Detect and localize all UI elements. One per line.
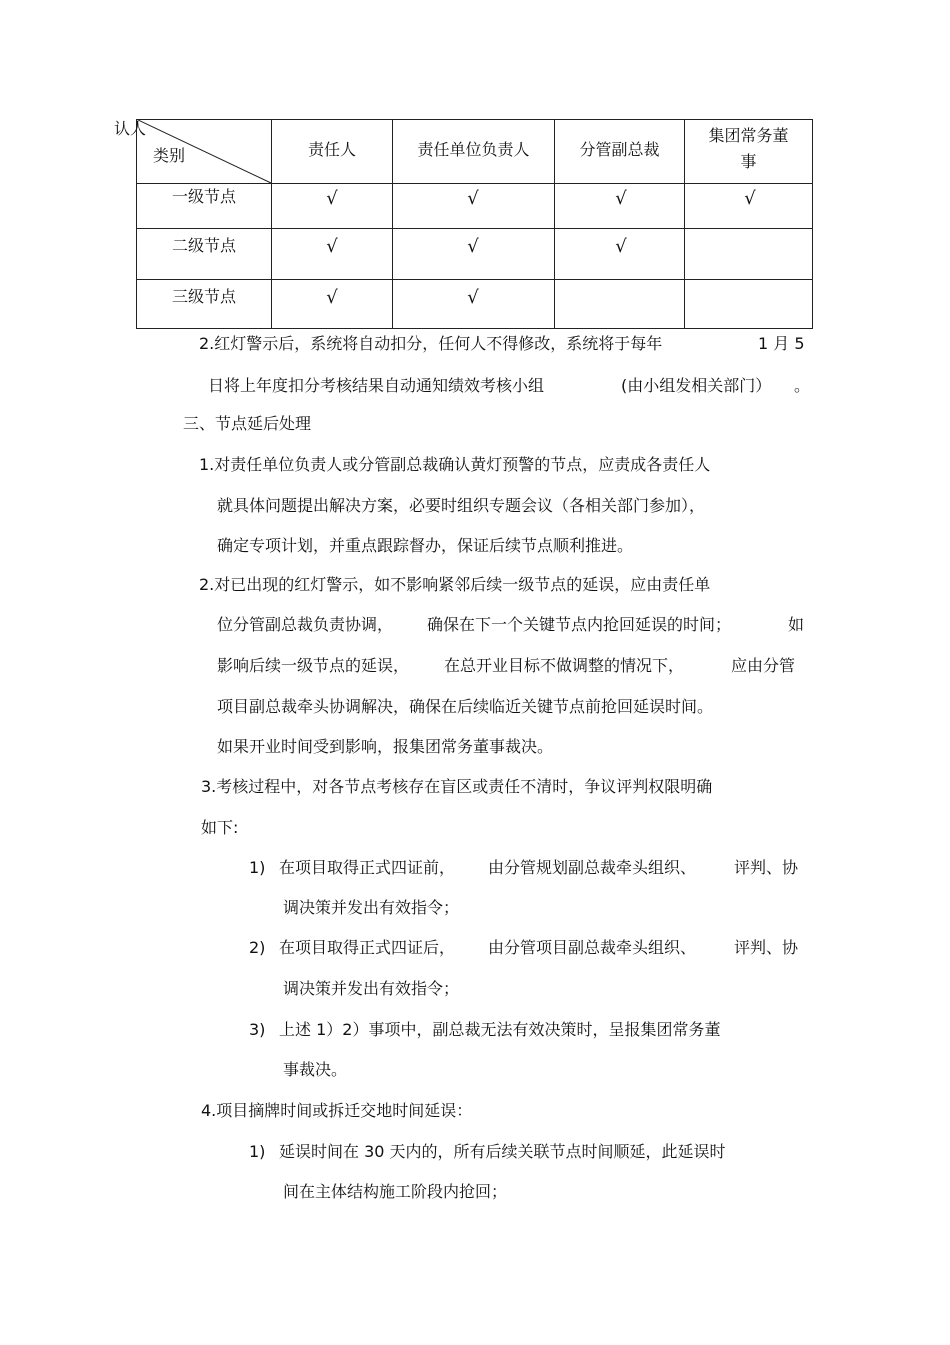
check-mark: √ bbox=[744, 188, 756, 209]
paragraph-line: 位分管副总裁负责协调， bbox=[217, 615, 394, 634]
list-number: 2) bbox=[249, 938, 266, 957]
check-mark: √ bbox=[467, 236, 479, 257]
paragraph-line: 在总开业目标不做调整的情况下， bbox=[444, 656, 685, 675]
table-border bbox=[136, 328, 813, 329]
paragraph-line: 确定专项计划，并重点跟踪督办，保证后续节点顺利推进。 bbox=[217, 536, 634, 555]
paragraph-line: 确保在下一个关键节点内抢回延误的时间； bbox=[427, 615, 732, 634]
paragraph-line: 延误时间在 30 天内的，所有后续关联节点时间顺延，此延误时 bbox=[279, 1142, 726, 1161]
paragraph-line: 评判、协 bbox=[734, 938, 799, 957]
paragraph-line: 3.考核过程中，对各节点考核存在盲区或责任不清时，争议评判权限明确 bbox=[201, 777, 713, 796]
paragraph-line: 由分管项目副总裁牵头组织、 bbox=[488, 938, 697, 957]
paragraph-line: 在项目取得正式四证前， bbox=[279, 858, 456, 877]
header-responsible-person: 责任人 bbox=[307, 140, 356, 159]
header-vice-president: 分管副总裁 bbox=[579, 140, 660, 159]
paragraph-line: 调决策并发出有效指令； bbox=[283, 898, 460, 917]
paragraph-line: 。 bbox=[794, 376, 811, 395]
paragraph-line: 项目副总裁牵头协调解决，确保在后续临近关键节点前抢回延误时间。 bbox=[217, 697, 714, 716]
list-number: 1) bbox=[249, 1142, 266, 1161]
paragraph-line: 如果开业时间受到影响，报集团常务董事裁决。 bbox=[217, 737, 554, 756]
paragraph-line: 上述 1）2）事项中，副总裁无法有效决策时，呈报集团常务董 bbox=[279, 1020, 721, 1039]
corner-label-top: 认人 bbox=[114, 119, 147, 138]
paragraph-line: 日将上年度扣分考核结果自动通知绩效考核小组 bbox=[208, 376, 545, 395]
paragraph-line: 2.对已出现的红灯警示，如不影响紧邻后续一级节点的延误，应由责任单 bbox=[199, 575, 711, 594]
paragraph-line: 影响后续一级节点的延误， bbox=[217, 656, 410, 675]
header-unit-head: 责任单位负责人 bbox=[417, 140, 530, 159]
row-label-level2: 二级节点 bbox=[171, 236, 236, 255]
paragraph-line: 事裁决。 bbox=[283, 1060, 348, 1079]
paragraph-line: 由分管规划副总裁牵头组织、 bbox=[488, 858, 697, 877]
corner-label-bottom: 类别 bbox=[153, 146, 186, 165]
check-mark: √ bbox=[467, 287, 479, 308]
table-border bbox=[136, 228, 813, 229]
row-label-level3: 三级节点 bbox=[171, 287, 236, 306]
check-mark: √ bbox=[326, 188, 338, 209]
paragraph-line: 如下: bbox=[201, 818, 239, 837]
paragraph-line: 应由分管 bbox=[731, 656, 796, 675]
check-mark: √ bbox=[326, 287, 338, 308]
paragraph-line: 调决策并发出有效指令； bbox=[283, 979, 460, 998]
check-mark: √ bbox=[615, 236, 627, 257]
list-number: 1) bbox=[249, 858, 266, 877]
paragraph-line: 2.红灯警示后，系统将自动扣分，任何人不得修改，系统将于每年 bbox=[199, 334, 663, 353]
check-mark: √ bbox=[326, 236, 338, 257]
paragraph-line: 间在主体结构施工阶段内抢回； bbox=[283, 1182, 508, 1201]
check-mark: √ bbox=[467, 188, 479, 209]
paragraph-line: 4.项目摘牌时间或拆迁交地时间延误： bbox=[201, 1101, 473, 1120]
paragraph-line: 1.对责任单位负责人或分管副总裁确认黄灯预警的节点，应责成各责任人 bbox=[199, 455, 711, 474]
paragraph-line: 就具体问题提出解决方案，必要时组织专题会议（各相关部门参加）， bbox=[217, 496, 706, 515]
paragraph-line: 评判、协 bbox=[734, 858, 799, 877]
paragraph-line: 1 月 5 bbox=[758, 334, 805, 353]
header-executive-director: 集团常务董 bbox=[708, 126, 789, 145]
row-label-level1: 一级节点 bbox=[171, 187, 236, 206]
check-mark: √ bbox=[615, 188, 627, 209]
list-number: 3) bbox=[249, 1020, 266, 1039]
table-border bbox=[136, 279, 813, 280]
header-executive-director-cont: 事 bbox=[740, 152, 757, 171]
paragraph-line: 如 bbox=[788, 615, 805, 634]
paragraph-line: (由小组发相关部门） bbox=[621, 376, 772, 395]
section-heading: 三、节点延后处理 bbox=[183, 414, 312, 433]
paragraph-line: 在项目取得正式四证后， bbox=[279, 938, 456, 957]
table-border bbox=[812, 119, 813, 329]
